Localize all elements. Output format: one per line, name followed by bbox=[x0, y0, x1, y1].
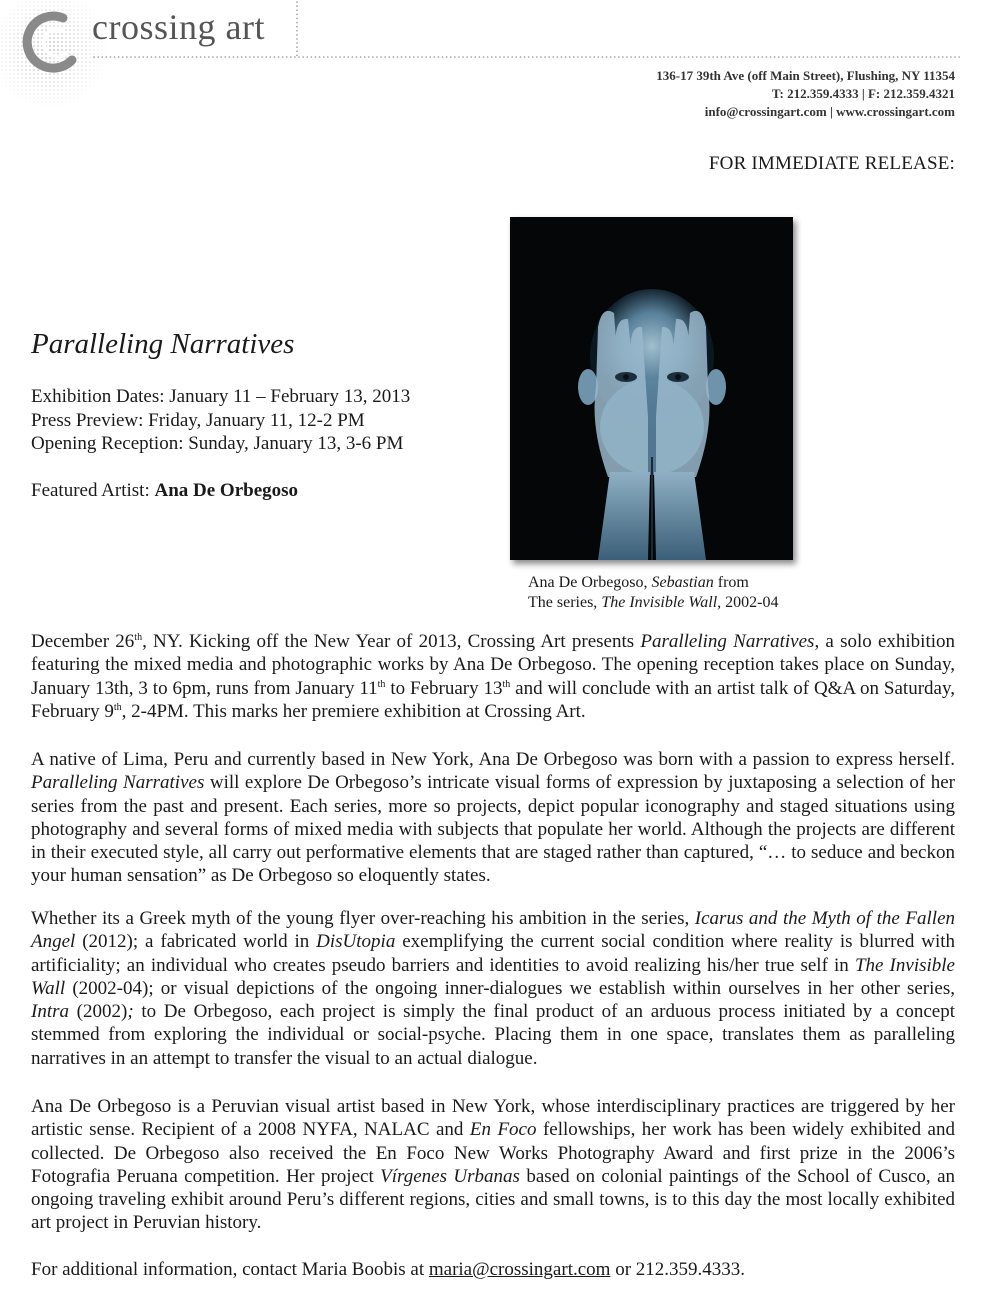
caption-series-title: The Invisible Wall, bbox=[601, 594, 722, 611]
body-paragraph-2: A native of Lima, Peru and currently based in New York, Ana De Orbegoso was born with a passion to express herself. Paralleling Narratives will explore De Orbegoso’s intricate visual forms of expression by juxtaposing a selection of her series from the past and present. Each series, more so projects, depict popular iconography and staged situations using photography and several forms of mixed media with subjects that populate her world. Although the projects are different in their executed style, all carry out performative elements that are staged rather than captured, “… to seduce and beckon your human sensation” as De Orbegoso so eloquently states. bbox=[31, 749, 955, 887]
contact-paragraph bbox=[31, 1258, 955, 1281]
press-preview: Press Preview: Friday, January 11, 12-2 PM bbox=[31, 410, 365, 431]
caption-from: from bbox=[713, 574, 749, 591]
dotted-divider-vertical bbox=[295, 0, 299, 58]
letterhead-address: 136-17 39th Ave (off Main Street), Flushing, NY 11354 bbox=[656, 68, 955, 83]
contact-email-link[interactable]: maria@crossingart.com bbox=[428, 1259, 611, 1280]
caption-work-title: Sebastian bbox=[651, 574, 714, 591]
exhibition-title: Paralleling Narratives bbox=[31, 328, 295, 360]
body-paragraph-4: Ana De Orbegoso is a Peruvian visual artist based in New York, whose interdisciplinary practices are triggered by her artistic sense. Recipient of a 2008 NYFA, NALAC and En Foco fellowships, her work has been widely exhibited and collected. De Orbegoso also received the En Foco New Works Photography Award and first prize in the 2006’s Fotografia Peruana competition. Her project Vírgenes Urbanas based on colonial paintings of the School of Cusco, an ongoing traveling exhibit around Peru’s different regions, cities and small towns, is to this day the most locally exhibited art project in Peruvian history. bbox=[31, 1096, 955, 1234]
exhibition-dates: Exhibition Dates: January 11 – February 13, 2013 bbox=[31, 386, 411, 407]
caption-years: 2002-04 bbox=[721, 594, 779, 611]
artwork-photo bbox=[510, 217, 793, 560]
letterhead-phones: T: 212.359.4333 | F: 212.359.4321 bbox=[771, 86, 955, 101]
release-label: FOR IMMEDIATE RELEASE: bbox=[708, 153, 955, 174]
body-paragraph-3: Whether its a Greek myth of the young flyer over-reaching his ambition in the series, Icarus and the Myth of the Fallen Angel (2012); a fabricated world in DisUtopia exemplifying the current social condition where reality is blurred with artificiality; an individual who creates pseudo barriers and identities to avoid realizing his/her true self in The Invisible Wall (2002-04); or visual depictions of the ongoing inner-dialogues we establish within ourselves in her other series, Intra (2002); to De Orbegoso, each project is simply the final product of an arduous process initiated by a concept stemmed from exploring the individual or social-psyche. Placing them in one space, translates them as paralleling narratives in an attempt to transfer the visual to an actual dialogue. bbox=[31, 908, 956, 1069]
body-paragraph-1: December 26th, NY. Kicking off the New Year of 2013, Crossing Art presents Paralleling Narratives, a solo exhibition featuring the mixed media and photographic works by Ana De Orbegoso. The opening reception takes place on Sunday, January 13th, 3 to 6pm, runs from January 11th to February 13th and will conclude with an artist talk of Q&A on Saturday, February 9th, 2-4PM. This marks her premiere exhibition at Crossing Art. bbox=[31, 631, 956, 722]
featured-artist-label: Featured Artist: bbox=[31, 480, 155, 501]
brand-name: crossing art bbox=[92, 7, 265, 47]
contact-text: For additional information, contact Maria Boobis at bbox=[31, 1259, 429, 1280]
letterhead-contact: info@crossingart.com | www.crossingart.com bbox=[704, 104, 955, 119]
contact-phone: or 212.359.4333. bbox=[610, 1259, 746, 1280]
caption-series-prefix: The series, bbox=[528, 594, 602, 611]
featured-artist-name: Ana De Orbegoso bbox=[154, 480, 299, 501]
caption-artist: Ana De Orbegoso, bbox=[528, 574, 652, 591]
featured-artist bbox=[31, 480, 298, 502]
photo-caption bbox=[528, 573, 778, 613]
dotted-divider-horizontal bbox=[92, 55, 962, 59]
opening-reception: Opening Reception: Sunday, January 13, 3-6 PM bbox=[31, 433, 404, 454]
